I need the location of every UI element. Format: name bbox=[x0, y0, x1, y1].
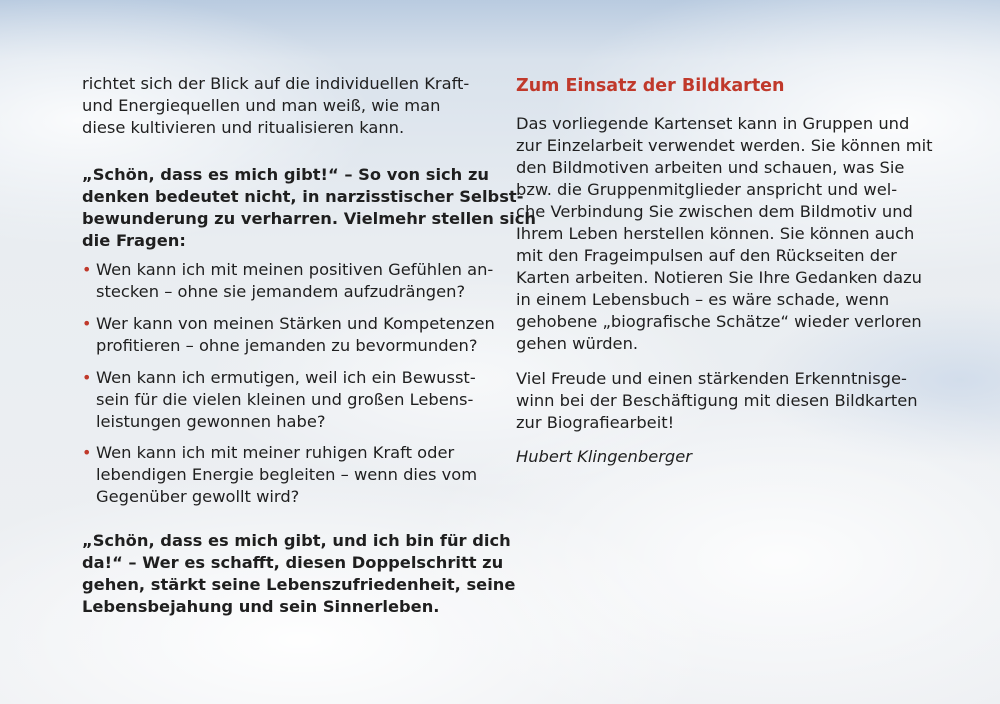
body-line: gehobene „biografische Schätze“ wieder verloren bbox=[516, 312, 922, 331]
body-line: den Bildmotiven arbeiten und schauen, was Sie bbox=[516, 158, 905, 177]
bullet-line: Wen kann ich ermutigen, weil ich ein Bewusst- bbox=[96, 368, 476, 387]
quote-paragraph-line: denken bedeutet nicht, in narzisstischer Selbst- bbox=[82, 187, 524, 206]
body-line: zur Biografiearbeit! bbox=[516, 413, 675, 432]
bullet-line: Wer kann von meinen Stärken und Kompetenzen bbox=[96, 314, 495, 333]
bullet-dot-icon: • bbox=[82, 314, 92, 333]
body-line: Viel Freude und einen stärkenden Erkenntnisge- bbox=[516, 369, 907, 388]
author-signature: Hubert Klingenberger bbox=[516, 447, 692, 466]
intro-line: und Energiequellen und man weiß, wie man bbox=[82, 96, 441, 115]
body-line: Das vorliegende Kartenset kann in Gruppen und bbox=[516, 114, 910, 133]
body-line: in einem Lebensbuch – es wäre schade, wenn bbox=[516, 290, 890, 309]
closing-paragraph-line: gehen, stärkt seine Lebenszufriedenheit, seine bbox=[82, 575, 516, 594]
body-line: Karten arbeiten. Notieren Sie Ihre Gedanken dazu bbox=[516, 268, 922, 287]
bullet-dot-icon: • bbox=[82, 368, 92, 387]
bullet-line: sein für die vielen kleinen und großen Lebens- bbox=[96, 390, 474, 409]
body-line: gehen würden. bbox=[516, 334, 639, 353]
bullet-dot-icon: • bbox=[82, 260, 92, 279]
body-line: bzw. die Gruppenmitglieder anspricht und wel- bbox=[516, 180, 898, 199]
body-line: mit den Frageimpulsen auf den Rückseiten der bbox=[516, 246, 897, 265]
bullet-line: stecken – ohne sie jemandem aufzudrängen? bbox=[96, 282, 466, 301]
body-line: winn bei der Beschäftigung mit diesen Bildkarten bbox=[516, 391, 918, 410]
quote-paragraph-line: „Schön, dass es mich gibt!“ – So von sich zu bbox=[82, 165, 490, 184]
bullet-dot-icon: • bbox=[82, 443, 92, 462]
closing-paragraph-line: „Schön, dass es mich gibt, und ich bin für dich bbox=[82, 531, 511, 550]
intro-line: richtet sich der Blick auf die individuellen Kraft- bbox=[82, 74, 470, 93]
bullet-line: Wen kann ich mit meiner ruhigen Kraft oder bbox=[96, 443, 455, 462]
body-line: che Verbindung Sie zwischen dem Bildmotiv und bbox=[516, 202, 913, 221]
bullet-line: leistungen gewonnen habe? bbox=[96, 412, 326, 431]
closing-paragraph-line: da!“ – Wer es schafft, diesen Doppelschritt zu bbox=[82, 553, 504, 572]
section-heading: Zum Einsatz der Bildkarten bbox=[516, 76, 785, 96]
body-line: Ihrem Leben herstellen können. Sie können auch bbox=[516, 224, 915, 243]
quote-paragraph-line: bewunderung zu verharren. Vielmehr stellen sich bbox=[82, 209, 536, 228]
bullet-line: profitieren – ohne jemanden zu bevormunden? bbox=[96, 336, 478, 355]
body-line: zur Einzelarbeit verwendet werden. Sie können mit bbox=[516, 136, 933, 155]
bullet-line: lebendigen Energie begleiten – wenn dies vom bbox=[96, 465, 478, 484]
bullet-line: Wen kann ich mit meinen positiven Gefühlen an- bbox=[96, 260, 494, 279]
intro-line: diese kultivieren und ritualisieren kann. bbox=[82, 118, 405, 137]
closing-paragraph-line: Lebensbejahung und sein Sinnerleben. bbox=[82, 597, 440, 616]
bullet-line: Gegenüber gewollt wird? bbox=[96, 487, 300, 506]
quote-paragraph-line: die Fragen: bbox=[82, 231, 186, 250]
